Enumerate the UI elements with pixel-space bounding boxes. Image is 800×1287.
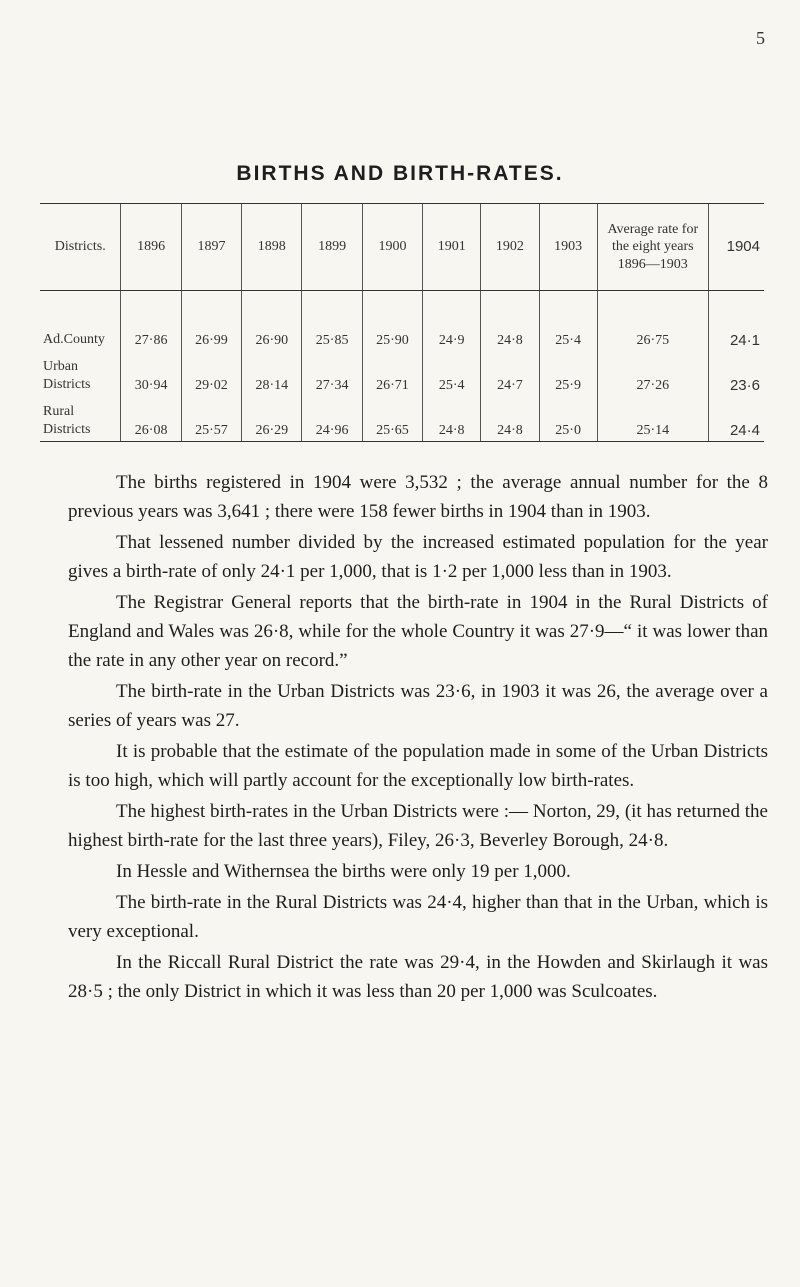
rate-cell: 26·08: [121, 394, 181, 442]
rate-cell: 25·85: [302, 291, 362, 350]
rate-cell: 25·65: [362, 394, 422, 442]
rate-cell: 24·1: [708, 291, 764, 350]
paragraph: That lessened number divided by the increased estimated population for the year gives a birth-rate of only 24·1 per 1,000, that is 1·2 per 1,000 less than in 1903.: [68, 532, 768, 582]
paragraph: The birth-rate in the Rural Districts was 24·4, higher than that in the Urban, which is very exceptional.: [68, 892, 768, 942]
paragraph: It is probable that the estimate of the population made in some of the Urban Districts is too high, which will partly account for the exceptionally low birth-rates.: [68, 741, 768, 791]
header-1898: 1898: [242, 204, 302, 291]
page-title: BIRTHS AND BIRTH-RATES.: [236, 162, 564, 185]
rate-cell: 26·75: [597, 291, 708, 350]
header-1901: 1901: [423, 204, 481, 291]
header-1899: 1899: [302, 204, 362, 291]
district-cell: Rural Districts: [40, 394, 121, 442]
paragraph: The births registered in 1904 were 3,532 ; the average annual number for the 8 previous years was 3,641 ; there were 158 fewer births in 1904 than in 1903.: [68, 472, 768, 522]
rate-cell: 26·29: [242, 394, 302, 442]
paragraph: The Registrar General reports that the birth-rate in 1904 in the Rural Districts of England and Wales was 26·8, while for the whole Country it was 27·9—“ it was lower than the rate in any other year on record.”: [68, 592, 768, 671]
rate-cell: 26·90: [242, 291, 302, 350]
rate-cell: 25·14: [597, 394, 708, 442]
rate-cell: 27·26: [597, 349, 708, 394]
rate-cell: 25·4: [423, 349, 481, 394]
rate-cell: 28·14: [242, 349, 302, 394]
rate-cell: 24·7: [481, 349, 539, 394]
table-row: [40, 349, 764, 394]
header-1896: 1896: [121, 204, 181, 291]
rate-cell: 24·8: [423, 394, 481, 442]
header-1897: 1897: [181, 204, 241, 291]
header-1900: 1900: [362, 204, 422, 291]
rate-cell: 27·34: [302, 349, 362, 394]
rate-cell: 25·0: [539, 394, 597, 442]
rate-cell: 26·71: [362, 349, 422, 394]
paragraph: The birth-rate in the Urban Districts was 23·6, in 1903 it was 26, the average over a series of years was 27.: [68, 681, 768, 731]
body-text: [68, 468, 768, 1008]
header-1903: 1903: [539, 204, 597, 291]
rate-cell: 25·4: [539, 291, 597, 350]
page-number: 5: [756, 28, 765, 48]
rate-cell: 24·8: [481, 291, 539, 350]
header-districts: Districts.: [40, 204, 121, 291]
rate-cell: 25·9: [539, 349, 597, 394]
rate-cell: 29·02: [181, 349, 241, 394]
rate-cell: 30·94: [121, 349, 181, 394]
table-row: [40, 394, 764, 442]
rate-cell: 27·86: [121, 291, 181, 350]
header-1902: 1902: [481, 204, 539, 291]
header-1904: 1904: [708, 204, 764, 291]
header-average: Average rate for the eight years 1896—1903: [597, 204, 708, 291]
table-row: [40, 291, 764, 350]
birth-rates-table: [40, 203, 764, 442]
table-header-row: [40, 204, 764, 291]
rate-cell: 25·90: [362, 291, 422, 350]
paragraph: The highest birth-rates in the Urban Districts were :— Norton, 29, (it has returned the highest birth-rate for the last three years), Filey, 26·3, Beverley Borough, 24·8.: [68, 801, 768, 851]
district-cell: Ad.County: [43, 331, 105, 347]
district-cell: Urban Districts: [43, 358, 91, 392]
rate-cell: 23·6: [708, 349, 764, 394]
rate-cell: 24·8: [481, 394, 539, 442]
rate-cell: 24·9: [423, 291, 481, 350]
rate-cell: 24·96: [302, 394, 362, 442]
rate-cell: 24·4: [708, 394, 764, 442]
rate-cell: 25·57: [181, 394, 241, 442]
rate-cell: 26·99: [181, 291, 241, 350]
paragraph: In the Riccall Rural District the rate was 29·4, in the Howden and Skirlaugh it was 28·5 ; the only District in which it was less than 20 per 1,000 was Sculcoates.: [68, 952, 768, 1002]
paragraph: In Hessle and Withernsea the births were only 19 per 1,000.: [116, 861, 571, 882]
